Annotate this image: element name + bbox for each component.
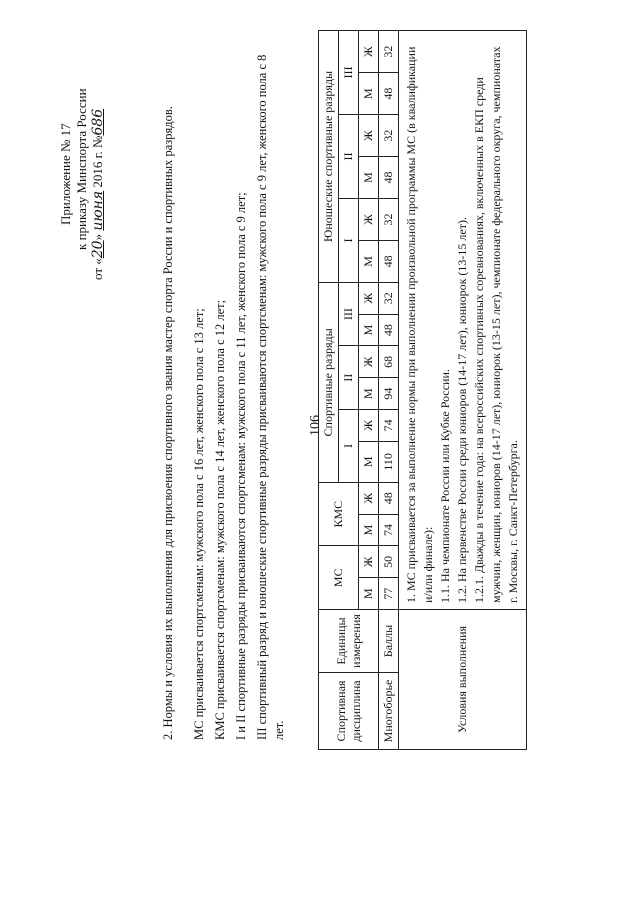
value-cell: 32 — [379, 115, 399, 157]
header-youth-i: I — [339, 198, 359, 282]
page-number: 106 — [308, 415, 323, 436]
handwritten-month: июня — [90, 190, 106, 231]
value-cell: 77 — [379, 578, 399, 610]
gender-f: Ж — [359, 282, 379, 314]
gender-f: Ж — [359, 31, 379, 73]
header-units: Единицы измерения — [319, 610, 379, 673]
value-cell: 48 — [379, 240, 399, 282]
value-cell: 68 — [379, 346, 399, 378]
header-youth-iii: III — [339, 31, 359, 115]
units-cell: Баллы — [379, 610, 399, 673]
gender-m: М — [359, 578, 379, 610]
gender-f: Ж — [359, 482, 379, 514]
gender-f: Ж — [359, 198, 379, 240]
gender-m: М — [359, 441, 379, 482]
condition-item: 1.2.1. Дважды в течение года: на всероссийских спортивных соревнованиях, включенных в ЕКП среди мужчин, женщин, юниоров (14-17 лет), юниорок (13-15 лет), чемпионате федерального округа, чемпионатах г. Москвы, г. Санкт-Петербурга. — [472, 46, 520, 603]
gender-f: Ж — [359, 346, 379, 378]
rule-ms: МС присваивается спортсменам: мужского пола с 16 лет, женского пола с 13 лет; — [192, 308, 206, 740]
gender-m: М — [359, 514, 379, 546]
gender-m: М — [359, 314, 379, 346]
header-rank-i: I — [339, 410, 359, 483]
conditions-text — [399, 31, 527, 610]
gender-m: М — [359, 157, 379, 199]
date-line: от «20» июня 2016 г. №686 — [90, 108, 106, 280]
header-ms: МС — [319, 546, 359, 610]
rule-i-ii: I и II спортивные разряды присваиваются спортсменам: мужского пола с 11 лет, женского пола с 9 лет; — [234, 192, 248, 740]
value-cell: 74 — [379, 514, 399, 546]
norms-table — [318, 30, 527, 750]
value-cell: 32 — [379, 31, 399, 73]
gender-m: М — [359, 240, 379, 282]
order-line: к приказу Минспорта России — [74, 88, 89, 250]
value-cell: 48 — [379, 314, 399, 346]
value-cell: 32 — [379, 282, 399, 314]
header-sport-ranks: Спортивные разряды — [319, 282, 339, 482]
appendix-line: Приложение № 17 — [58, 123, 73, 225]
header-youth-ranks: Юношеские спортивные разряды — [319, 31, 339, 283]
value-cell: 74 — [379, 410, 399, 442]
header-rank-iii: III — [339, 282, 359, 346]
value-cell: 48 — [379, 482, 399, 514]
gender-f: Ж — [359, 546, 379, 578]
condition-item: 1. МС присваивается за выполнение нормы при выполнении произвольной программы МС (в квалификации и/или финале): — [404, 46, 435, 603]
handwritten-number: 686 — [90, 108, 106, 136]
value-cell: 48 — [379, 73, 399, 115]
rotated-document — [30, 30, 620, 750]
header-rank-ii: II — [339, 346, 359, 410]
value-cell: 48 — [379, 157, 399, 199]
value-cell: 110 — [379, 441, 399, 482]
value-cell: 50 — [379, 546, 399, 578]
order-header — [58, 60, 106, 320]
value-cell: 94 — [379, 378, 399, 410]
gender-m: М — [359, 73, 379, 115]
section-title: 2. Нормы и условия их выполнения для присвоения спортивного звания мастер спорта России и спортивных разрядов. — [161, 106, 175, 740]
norms-section — [160, 40, 292, 740]
rule-kms: КМС присваивается спортсменам: мужского пола с 14 лет, женского пола с 12 лет; — [213, 299, 227, 740]
header-kms: КМС — [319, 482, 359, 546]
condition-item: 1.2. На первенстве России среди юниоров (14-17 лет), юниорок (13-15 лет). — [455, 217, 469, 603]
rule-iii-youth: III спортивный разряд и юношеские спортивные разряды присваиваются спортсменам: мужского пола с 9 лет, женского пола с 8 лет. — [255, 54, 286, 740]
table-row — [379, 31, 399, 750]
handwritten-day: 20 — [90, 240, 106, 259]
conditions-row — [399, 31, 527, 750]
header-discipline: Спортивная дисциплина — [319, 673, 379, 750]
gender-f: Ж — [359, 115, 379, 157]
gender-m: М — [359, 378, 379, 410]
conditions-label: Условия выполнения — [399, 610, 527, 750]
gender-f: Ж — [359, 410, 379, 442]
discipline-cell: Многоборье — [379, 673, 399, 750]
header-youth-ii: II — [339, 115, 359, 199]
condition-item: 1.1. На чемпионате России или Кубке России. — [438, 369, 452, 603]
value-cell: 32 — [379, 198, 399, 240]
